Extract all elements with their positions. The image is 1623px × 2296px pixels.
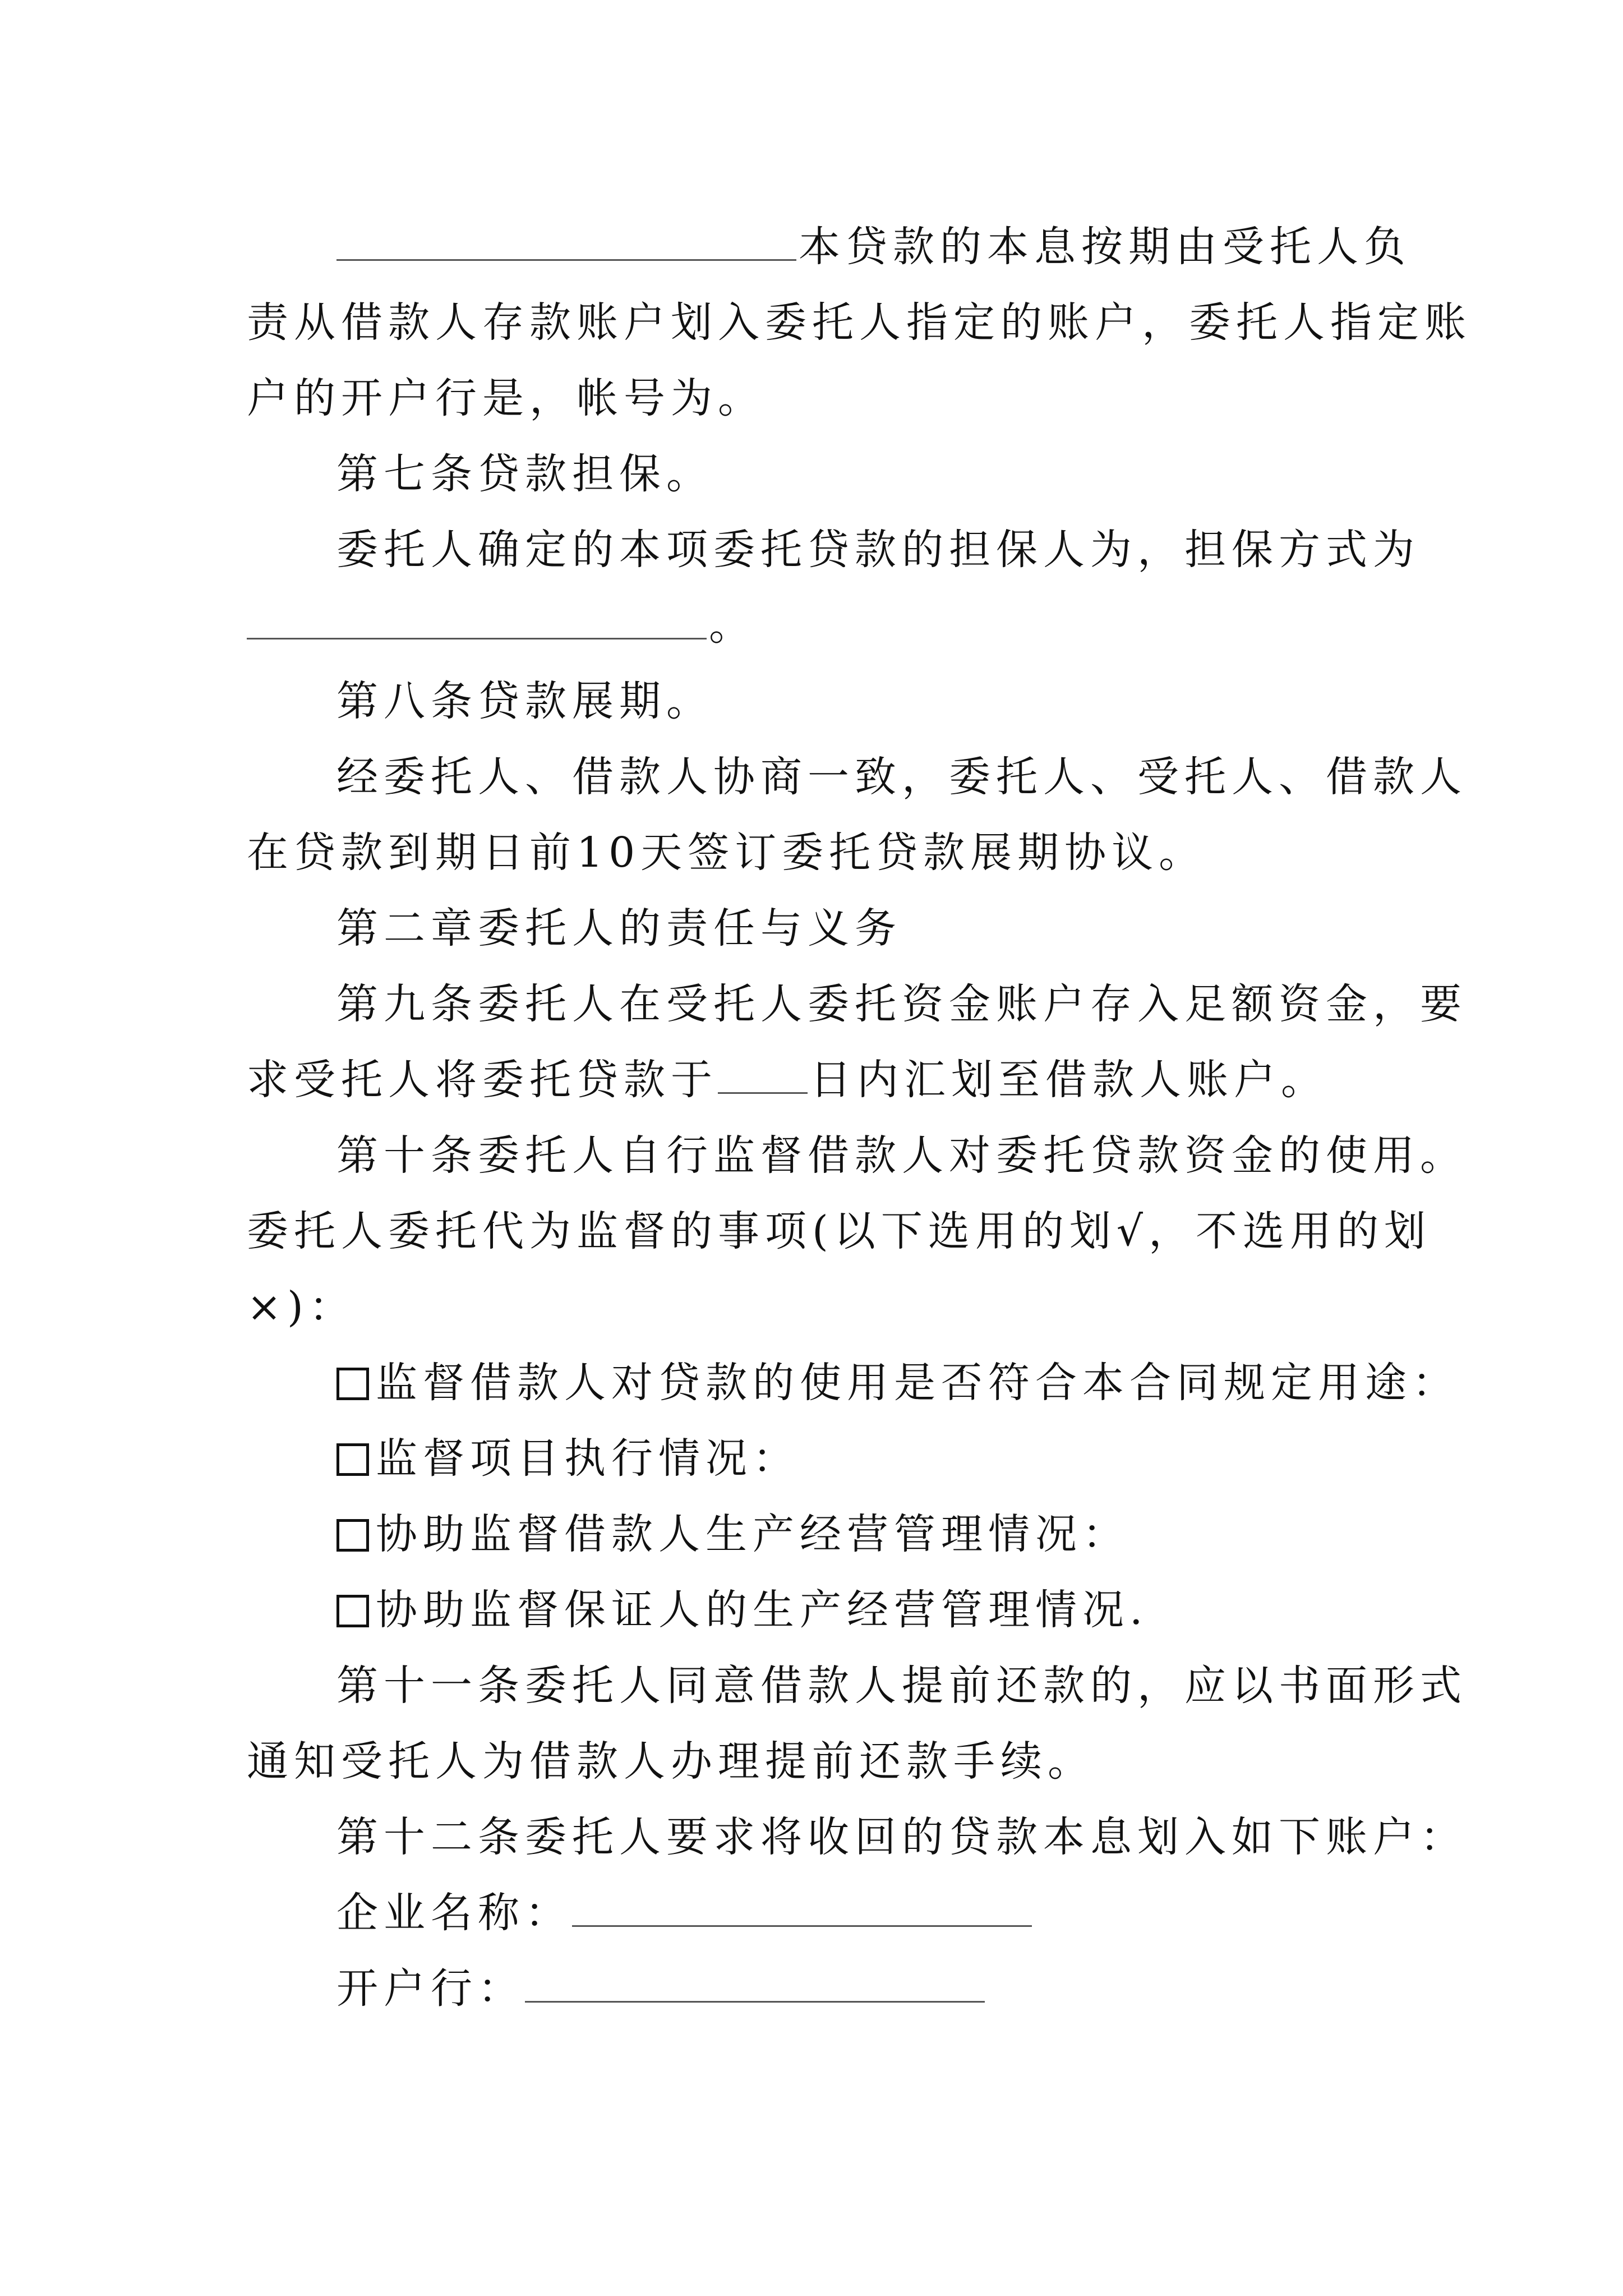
checkbox-icon[interactable]: [336, 1368, 369, 1400]
chapter-title: 第二章委托人的责任与义务: [336, 904, 902, 953]
checklist-item: [336, 1582, 1149, 1638]
field-label: 企业名称：: [336, 1889, 572, 1937]
paragraph-line: 经委托人、借款人协商一致，委托人、受托人、借款人: [336, 753, 1467, 801]
checkbox-icon[interactable]: [336, 1595, 369, 1627]
form-field-company: [336, 1885, 1034, 1941]
article-title: 第八条贷款展期。: [336, 677, 713, 725]
paragraph-line: [247, 597, 756, 654]
paragraph-line: ×)：: [247, 1283, 356, 1331]
paragraph-line: 委托人委托代为监督的事项(以下选用的划√，不选用的划: [247, 1207, 1432, 1255]
paragraph-line: 在贷款到期日前10天签订委托贷款展期协议。: [247, 829, 1206, 877]
form-field-bank: [336, 1961, 987, 2017]
checklist-text: 协助监督借款人生产经营管理情况：: [376, 1510, 1129, 1558]
paragraph-line: [247, 1052, 1328, 1108]
paragraph-line: [336, 219, 1411, 275]
fill-in-blank: [718, 1053, 808, 1094]
paragraph-line: 户的开户行是，帐号为。: [247, 374, 765, 422]
checklist-text: 监督借款人对贷款的使用是否符合本合同规定用途：: [376, 1359, 1459, 1407]
fill-in-blank: [336, 220, 796, 261]
checkbox-icon[interactable]: [336, 1519, 369, 1552]
paragraph-line: 第九条委托人在受托人委托资金账户存入足额资金，要: [336, 980, 1467, 1028]
checklist-item: [336, 1355, 1459, 1411]
paragraph-text: 本贷款的本息按期由受托人负: [799, 223, 1411, 271]
paragraph-line: 责从借款人存款账户划入委托人指定的账户，委托人指定账: [247, 298, 1472, 347]
checklist-item: [336, 1430, 800, 1487]
paragraph-line: 通知受托人为借款人办理提前还款手续。: [247, 1737, 1095, 1786]
paragraph-line: 第十一条委托人同意借款人提前还款的，应以书面形式: [336, 1662, 1467, 1710]
bank-name-blank[interactable]: [525, 1962, 985, 2003]
checklist-text: 监督项目执行情况：: [376, 1434, 800, 1483]
paragraph-text: 求受托人将委托贷款于: [247, 1056, 718, 1104]
company-name-blank[interactable]: [572, 1886, 1032, 1927]
paragraph-text: 日内汇划至借款人账户。: [810, 1056, 1328, 1104]
paragraph-line: 第十二条委托人要求将收回的贷款本息划入如下账户：: [336, 1813, 1467, 1861]
checklist-text: 协助监督保证人的生产经营管理情况.: [376, 1586, 1149, 1634]
paragraph-text: 。: [709, 601, 756, 650]
article-title: 第七条贷款担保。: [336, 450, 713, 498]
checkbox-icon[interactable]: [336, 1443, 369, 1476]
checklist-item: [336, 1506, 1129, 1562]
paragraph-line: 委托人确定的本项委托贷款的担保人为，担保方式为: [336, 526, 1420, 574]
fill-in-blank: [247, 599, 707, 639]
field-label: 开户行：: [336, 1964, 525, 2013]
paragraph-line: 第十条委托人自行监督借款人对委托贷款资金的使用。: [336, 1131, 1467, 1180]
